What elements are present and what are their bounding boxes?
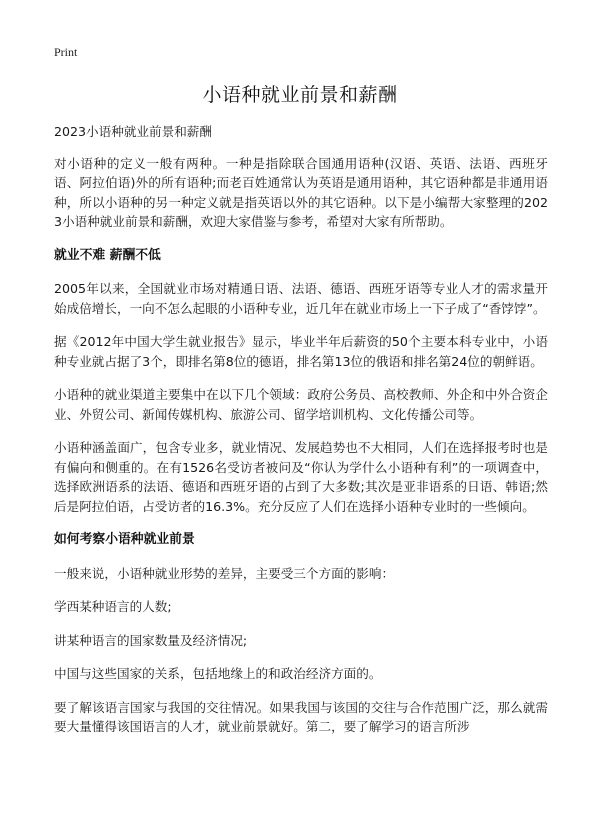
paragraph-exchange: 要了解该语言国家与我国的交往情况。如果我国与该国的交往与合作范围广泛，那么就需要大量懂得该国语言的人才，就业前景就好。第二，要了解学习的语言所涉 — [54, 699, 548, 734]
paragraph-market-demand: 2005年以来，全国就业市场对精通日语、法语、德语、西班牙语等专业人才的需求量开始成倍增长，一向不怎么起眼的小语种专业，近几年在就业市场上一下子成了“香饽饽”。 — [54, 281, 548, 316]
article-subtitle: 2023小语种就业前景和薪酬 — [54, 124, 212, 139]
paragraph-survey: 小语种涵盖面广，包含专业多，就业情况、发展趋势也不大相同，人们在选择报考时也是有偏向和侧重的。在有1526名受访者被问及“你认为学什么小语种有利”的一项调查中，选择欧洲语系的法语、德语和西班牙语的占到了大多数;其次是亚非语系的日语、韩语;然后是阿拉伯语，占受访者的16.3%。充分反应了人们在选择小语种专业时的一些倾向。 — [54, 440, 548, 514]
article-body — [54, 122, 548, 751]
section-heading-employment: 就业不难 薪酬不低 — [54, 247, 161, 263]
paragraph-factor-countries: 讲某种语言的国家数量及经济情况; — [54, 632, 248, 648]
paragraph-factors-intro: 一般来说，小语种就业形势的差异，主要受三个方面的影响： — [54, 565, 395, 581]
page-title: 小语种就业前景和薪酬 — [202, 84, 398, 106]
paragraph-factor-learners: 学西某种语言的人数; — [54, 599, 172, 614]
paragraph-career-channels: 小语种的就业渠道主要集中在以下几个领域：政府公务员、高校教师、外企和中外合资企业、外贸公司、新闻传媒机构、旅游公司、留学培训机构、文化传播公司等。 — [54, 387, 548, 422]
print-link[interactable]: Print — [54, 45, 78, 59]
paragraph-factor-relations: 中国与这些国家的关系，包括地缘上的和政治经济方面的。 — [54, 666, 382, 681]
paragraph-employment-report: 据《2012年中国大学生就业报告》显示，毕业半年后薪资的50个主要本科专业中，小语种专业就占据了3个，即排名第8位的德语，排名第13位的俄语和排名第24位的朝鲜语。 — [54, 334, 548, 369]
intro-paragraph: 对小语种的定义一般有两种。一种是指除联合国通用语种(汉语、英语、法语、西班牙语、阿拉伯语)外的所有语种;而老百姓通常认为英语是通用语种，其它语种都是非通用语种，所以小语种的另一种定义就是指英语以外的其它语种。以下是小编帮大家整理的2023小语种就业前景和薪酬，欢迎大家借鉴与参考，希望对大家有所帮助。 — [54, 155, 548, 229]
section-heading-evaluation: 如何考察小语种就业前景 — [54, 532, 195, 547]
